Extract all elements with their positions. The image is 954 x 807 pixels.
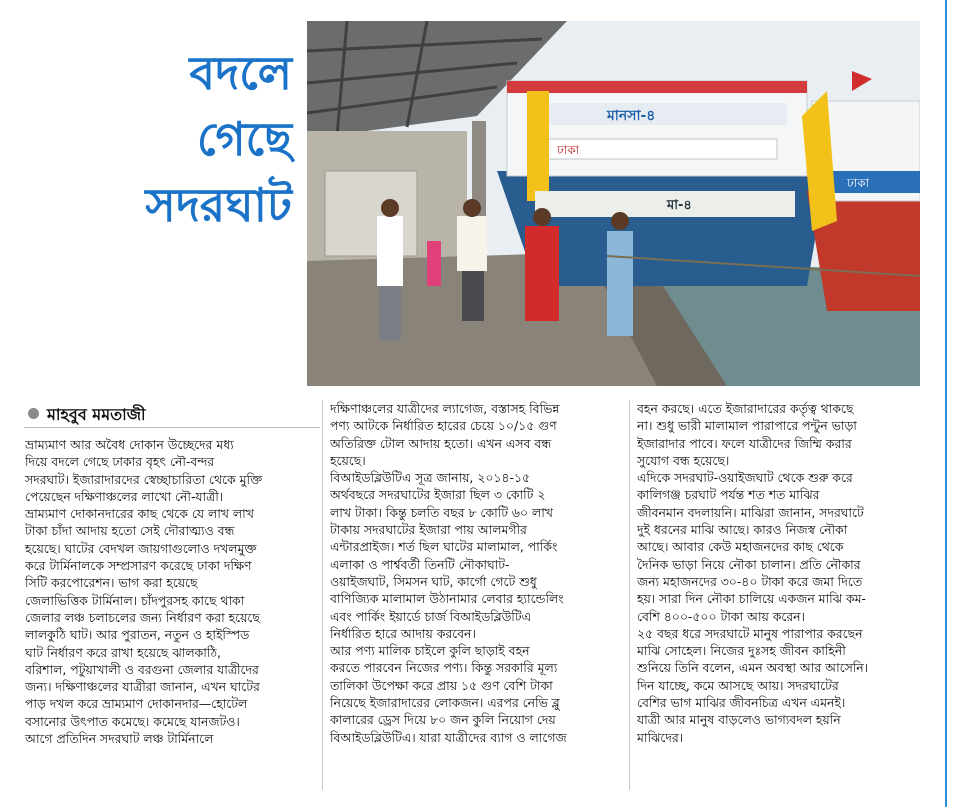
text-line: দিয়ে বদলে গেছে ঢাকার বৃহৎ নৌ-বন্দর <box>25 454 215 470</box>
headline-line-3: সদরঘাট <box>145 178 292 232</box>
text-line: লালকুঠি ঘাট। আর পুরাতন, নতুন ও হাইস্পিড <box>25 627 250 643</box>
text-line: মাঝি সোহেল। নিজের দুঃসহ জীবন কাহিনী <box>637 643 846 659</box>
ship-name-1: মানসা-৪ <box>607 108 656 124</box>
text-line: সুযোগ বন্ধ হয়েছে। <box>637 452 730 468</box>
article-column-2 <box>330 400 630 746</box>
text-line: কালারের ড্রেস দিয়ে ৮০ জন কুলি নিয়োগ দেয় <box>330 712 556 728</box>
text-line: হয়েছে। ঘাটের বেদখল জায়গাগুলোও দখলমুক্ত <box>25 540 257 556</box>
text-line: ২৫ বছর ধরে সদরঘাটে মানুষ পারাপার করছেন <box>637 625 863 641</box>
news-photo <box>307 21 920 386</box>
text-line: এন্টারপ্রাইজ। শর্ত ছিল ঘাটের মালামাল, পার্কিং <box>330 539 558 555</box>
bullet-dot-icon <box>28 408 39 419</box>
text-line: আগে প্রতিদিন সদরঘাট লঞ্চ টার্মিনালে <box>25 731 214 747</box>
text-line: বরিশাল, পটুয়াখালী ও বরগুনা জেলার যাত্রীদের <box>25 661 259 677</box>
text-line: জেলার লঞ্চ চলাচলের জন্য নির্ধারণ করা হয়েছে <box>25 609 260 625</box>
ship-label-1: ঢাকা <box>557 143 580 157</box>
text-line: টাকায় সদরঘাটের ইজারা পায় আলমগীর <box>330 522 527 538</box>
text-line: যাত্রী আর মানুষ বাড়লেও ভাগ্যবদল হয়নি <box>637 712 841 728</box>
text-line: বসানোর উৎপাত কমেছে। কমেছে যানজটও। <box>25 713 240 729</box>
text-line: শুনিয়ে তিনি বলেন, এমন অবস্থা আর আসেনি। <box>637 660 869 676</box>
text-line: দৈনিক ভাড়া নিয়ে নৌকা চালান। প্রতি নৌকার <box>637 556 861 572</box>
text-line: পণ্য আটকে নির্ধারিত হারের চেয়ে ১০/১৫ গুণ <box>330 418 557 434</box>
text-line: এলাকা ও পার্শ্ববর্তী তিনটি নৌকাঘাট- <box>330 556 510 572</box>
text-line: ভ্রাম্যমাণ আর অবৈধ দোকান উচ্ছেদের মধ্য <box>25 437 234 452</box>
headline <box>96 40 292 238</box>
text-line: বেশির ভাগ মাঝির জীবনচিত্র এখন এমনই। <box>637 695 846 711</box>
text-line: ভ্রাম্যমাণ দোকানদারের কাছ থেকে যে লাখ লাখ <box>25 506 254 522</box>
text-line: অতিরিক্ত টোল আদায় হতো। এখন এসব বন্ধ <box>330 435 552 451</box>
text-line: বাণিজ্যিক মালামাল উঠানামার লেবার হ্যান্ডেলিং <box>330 591 564 607</box>
text-line: দিন যাচ্ছে, কমে আসছে আয়। সদরঘাটের <box>637 677 839 693</box>
text-line: ইজারাদার পাবে। ফলে যাত্রীদের জিম্মি করার <box>637 435 852 451</box>
author-name: মাহবুব মমতাজী <box>47 405 146 424</box>
text-line: লাখ টাকা। কিন্তু চলতি বছর ৮ কোটি ৬০ লাখ <box>330 504 553 520</box>
text-line: নিয়েছে ইজারাদারের লোকজন। এরপর নেভি ব্লু <box>330 695 560 711</box>
text-line: জন্য। দক্ষিণাঞ্চলের যাত্রীরা জানান, এখন ঘাটের <box>25 679 260 695</box>
text-line: করতে পারবেন নিজের পণ্য। কিন্তু সরকারি মূল্য <box>330 660 558 676</box>
text-line: সিটি করপোরেশন। ভাগ করা হয়েছে <box>25 575 198 591</box>
text-line: নির্ধারিত হারে আদায় করবেন। <box>330 625 476 641</box>
text-line: তালিকা উপেক্ষা করে প্রায় ১৫ গুণ বেশি টাকা <box>330 677 553 693</box>
text-line: আছে। আবার কেউ মহাজনদের কাছ থেকে <box>637 539 844 555</box>
text-line: বিআইডব্লিউটিএ। যারা যাত্রীদের ব্যাগ ও লাগেজ <box>330 729 567 745</box>
text-line: আর পণ্য মালিক চাইলে কুলি ছাড়াই বহন <box>330 643 530 659</box>
text-line: পেয়েছেন দক্ষিণাঞ্চলের লাখো নৌ-যাত্রী। <box>25 488 224 504</box>
article-column-3 <box>637 400 937 746</box>
page-edge-rule <box>945 0 947 807</box>
text-line: দুই ধরনের মাঝি আছে। কারও নিজস্ব নৌকা <box>637 522 848 538</box>
text-line: সদরঘাট। ইজারাদারদের স্বেচ্ছাচারিতা থেকে মুক্তি <box>25 471 263 487</box>
text-line: কালিগঞ্জ চরঘাট পর্যন্ত শত শত মাঝির <box>637 487 820 503</box>
headline-line-1: বদলে <box>189 46 292 100</box>
text-line: হয়েছে। <box>330 452 366 468</box>
text-line: মাঝিদের। <box>637 729 684 745</box>
ship-label-2: ঢাকা <box>847 176 870 190</box>
text-line: ঘাট নির্ধারণ করে রাখা হয়েছে ঝালকাঠি, <box>25 644 221 660</box>
text-line: বহন করছে। এতে ইজারাদারের কর্তৃত্ব থাকছে <box>637 401 854 416</box>
text-line: ওয়াইজঘাট, সিমসন ঘাট, কার্গো গেটে শুধু <box>330 573 537 589</box>
text-line: টাকা চাঁদা আদায় হতো সেই দৌরাত্ম্যও বন্ধ <box>25 523 235 539</box>
text-line: পাড় দখল করে ভ্রাম্যমাণ দোকানদার—হোটেল <box>25 696 248 712</box>
byline-divider <box>24 427 320 428</box>
text-line: এবং পার্কিং ইয়ার্ডে চার্জ বিআইডব্লিউটিএ <box>330 608 532 624</box>
ship-name-2: মা-৪ <box>667 198 692 213</box>
byline <box>28 402 146 429</box>
text-line: অর্থবছরে সদরঘাটের ইজারা ছিল ৩ কোটি ২ <box>330 487 546 503</box>
article-column-1 <box>25 436 325 747</box>
text-line: করে টার্মিনালকে সম্প্রসারণ করেছে ঢাকা দক্ষিণ <box>25 558 252 574</box>
text-line: জেলাভিত্তিক টার্মিনাল। চাঁদপুরসহ কাছে থাকা <box>25 592 245 608</box>
text-line: এদিকে সদরঘাট-ওয়াইজঘাট থেকে শুরু করে <box>637 470 853 486</box>
text-line: জন্য মহাজনদের ৩০-৪০ টাকা করে জমা দিতে <box>637 573 863 589</box>
text-line: হয়। সারা দিন নৌকা চালিয়ে একজন মাঝি কম- <box>637 591 867 607</box>
text-line: বেশি ৪০০-৫০০ টাকা আয় করেন। <box>637 608 805 624</box>
text-line: বিআইডব্লিউটিএ সূত্র জানায়, ২০১৪-১৫ <box>330 470 531 486</box>
text-line: জীবনমান বদলায়নি। মাঝিরা জানান, সদরঘাটে <box>637 504 864 520</box>
text-line: না। শুধু ভারী মালামাল পারাপারে পন্টুন ভাড়া <box>637 418 857 434</box>
headline-line-2: গেছে <box>196 112 292 166</box>
text-line: দক্ষিণাঞ্চলের যাত্রীদের ল্যাগেজ, বস্তাসহ বিভিন্ন <box>330 401 560 416</box>
shed <box>325 171 417 256</box>
